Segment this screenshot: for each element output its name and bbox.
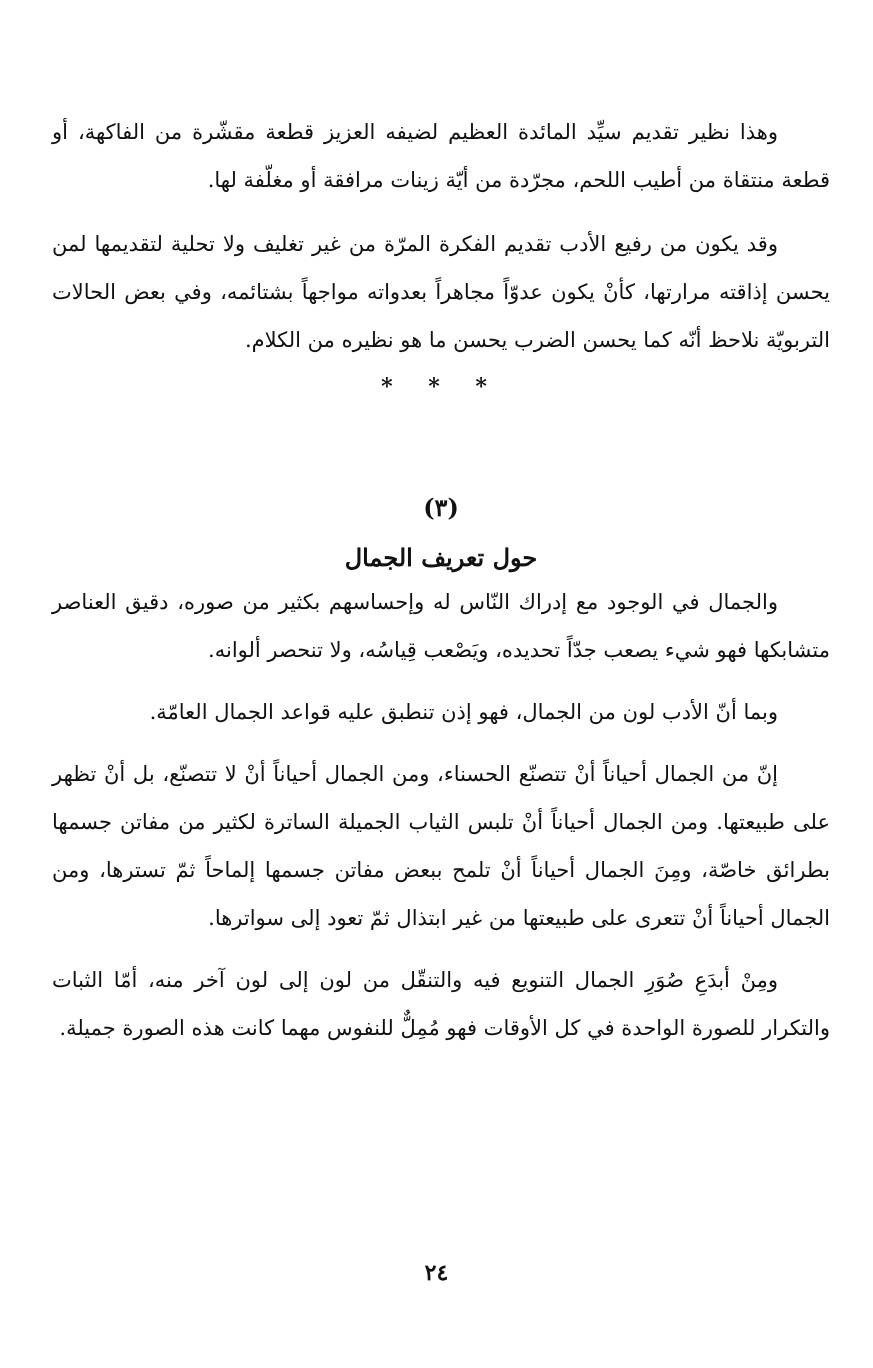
paragraph-literature-beauty: وبما أنّ الأدب لون من الجمال، فهو إذن تنطبق عليه قواعد الجمال العامّة.	[149, 700, 778, 724]
paragraph-bitter-idea: وقد يكون من رفيع الأدب تقديم الفكرة المرّة من غير تغليف ولا تحلية لتقديمها لمن يحسن إذاقته مرارتها، كأنْ يكون عدوّاً مجاهراً بعدواته مواجهاً بشتائمه، وفي بعض الحالات التربويّة نلاحظ أنّه كما يحسن الضرب يحسن ما هو نظيره من الكلام.	[52, 232, 830, 352]
section-number: (٣)	[423, 493, 459, 522]
section-title: حول تعريف الجمال	[344, 543, 538, 572]
paragraph-beauty-variety: ومِنْ أبدَعِ صُوَرِ الجمال التنويع فيه والتنقّل من لون إلى لون آخر منه، أمّا الثبات والتكرار للصورة الواحدة في كل الأوقات فهو مُمِلٌّ للنفوس مهما كانت هذه الصورة جميلة.	[52, 968, 830, 1040]
section-separator: * * *	[381, 374, 501, 400]
paragraph-fruit-analogy: وهذا نظير تقديم سيِّد المائدة العظيم لضيفه العزيز قطعة مقشّرة من الفاكهة، أو قطعة منتقاة من أطيب اللحم، مجرّدة من أيّة زينات مرافقة أو مغلّفة لها.	[52, 120, 830, 192]
paragraph-beauty-examples: إنّ من الجمال أحياناً أنْ تتصنّع الحسناء، ومن الجمال أحياناً أنْ لا تتصنّع، بل أنْ تظهر على طبيعتها. ومن الجمال أحياناً أنْ تلبس الثياب الجميلة الساترة لكثير من مفاتن جسمها بطرائق خاصّة، ومِنَ الجمال أحياناً أنْ تلمح ببعض مفاتن جسمها إلماحاً ثمّ تسترها، ومن الجمال أحياناً أنْ تتعرى على طبيعتها من غير ابتذال ثمّ تعود إلى سواترها.	[52, 762, 830, 930]
paragraph-beauty-definition: والجمال في الوجود مع إدراك النّاس له وإحساسهم بكثير من صوره، دقيق العناصر متشابكها فهو شيء يصعب جدّاً تحديده، ويَصْعب قِياسُه، ولا تنحصر ألوانه.	[52, 590, 830, 662]
page-number: ٢٤	[424, 1260, 449, 1286]
page-body	[52, 108, 830, 1052]
